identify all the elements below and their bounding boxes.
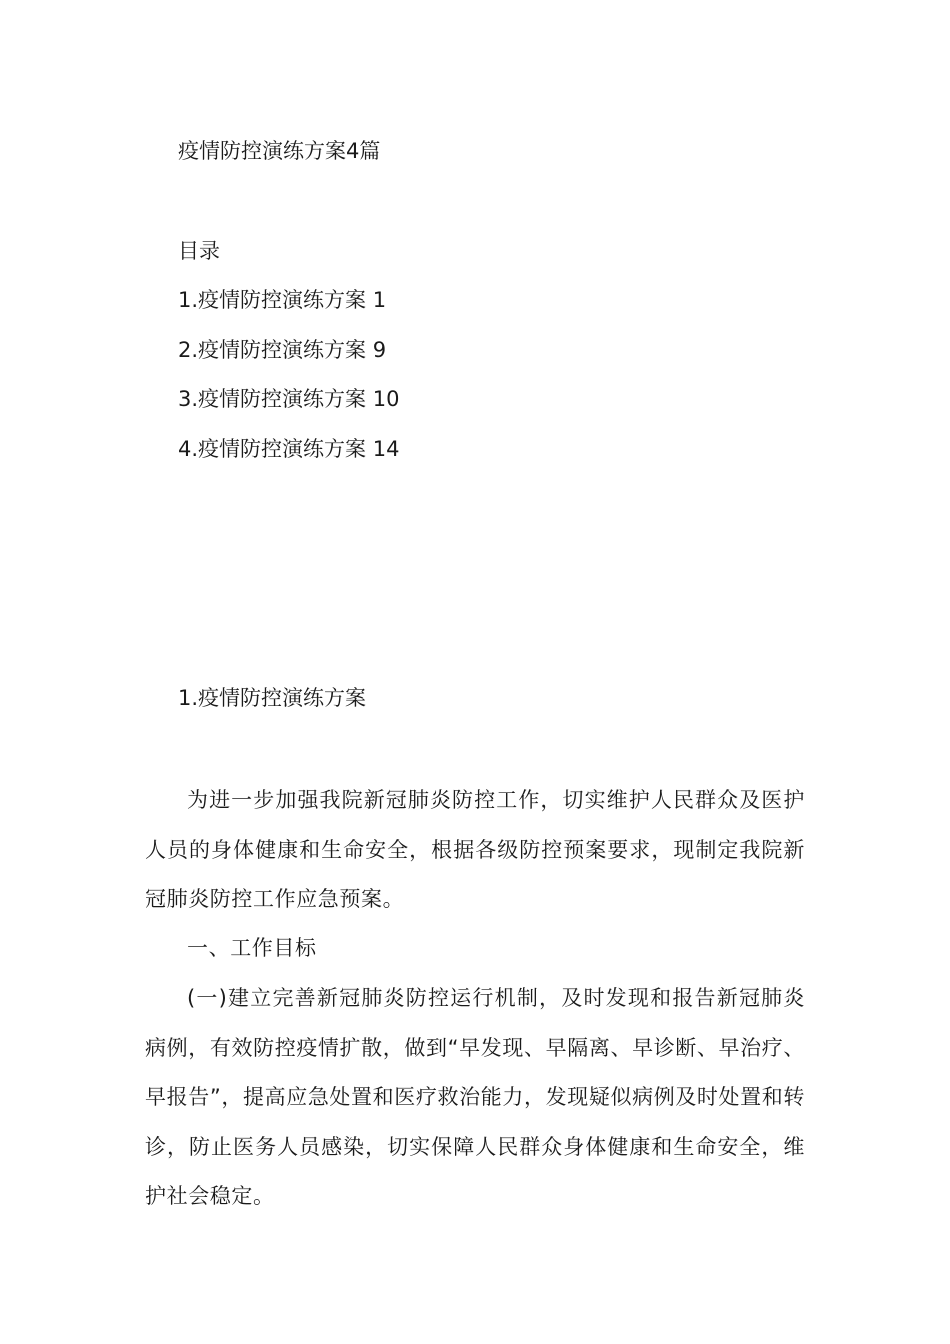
section-title: 1.疫情防控演练方案: [178, 686, 367, 710]
subsection-heading: 一、工作目标: [187, 936, 317, 960]
goal-paragraph: (一)建立完善新冠肺炎防控运行机制，及时发现和报告新冠肺炎病例，有效防控疫情扩散，做到“早发现、早隔离、早诊断、早治疗、早报告”，提高应急处置和医疗救治能力，发现疑似病例及时处置和转诊，防止医务人员感染，切实保障人民群众身体健康和生命安全，维护社会稳定。: [145, 986, 805, 1208]
toc-item-2: 2.疫情防控演练方案 9: [178, 338, 387, 362]
document-title: 疫情防控演练方案4篇: [178, 139, 381, 163]
intro-paragraph: 为进一步加强我院新冠肺炎防控工作，切实维护人民群众及医护人员的身体健康和生命安全，根据各级防控预案要求，现制定我院新冠肺炎防控工作应急预案。: [145, 788, 805, 911]
toc-item-3: 3.疫情防控演练方案 10: [178, 387, 400, 411]
toc-item-4: 4.疫情防控演练方案 14: [178, 437, 400, 461]
toc-heading: 目录: [178, 239, 220, 263]
toc-item-1: 1.疫情防控演练方案 1: [178, 288, 387, 312]
